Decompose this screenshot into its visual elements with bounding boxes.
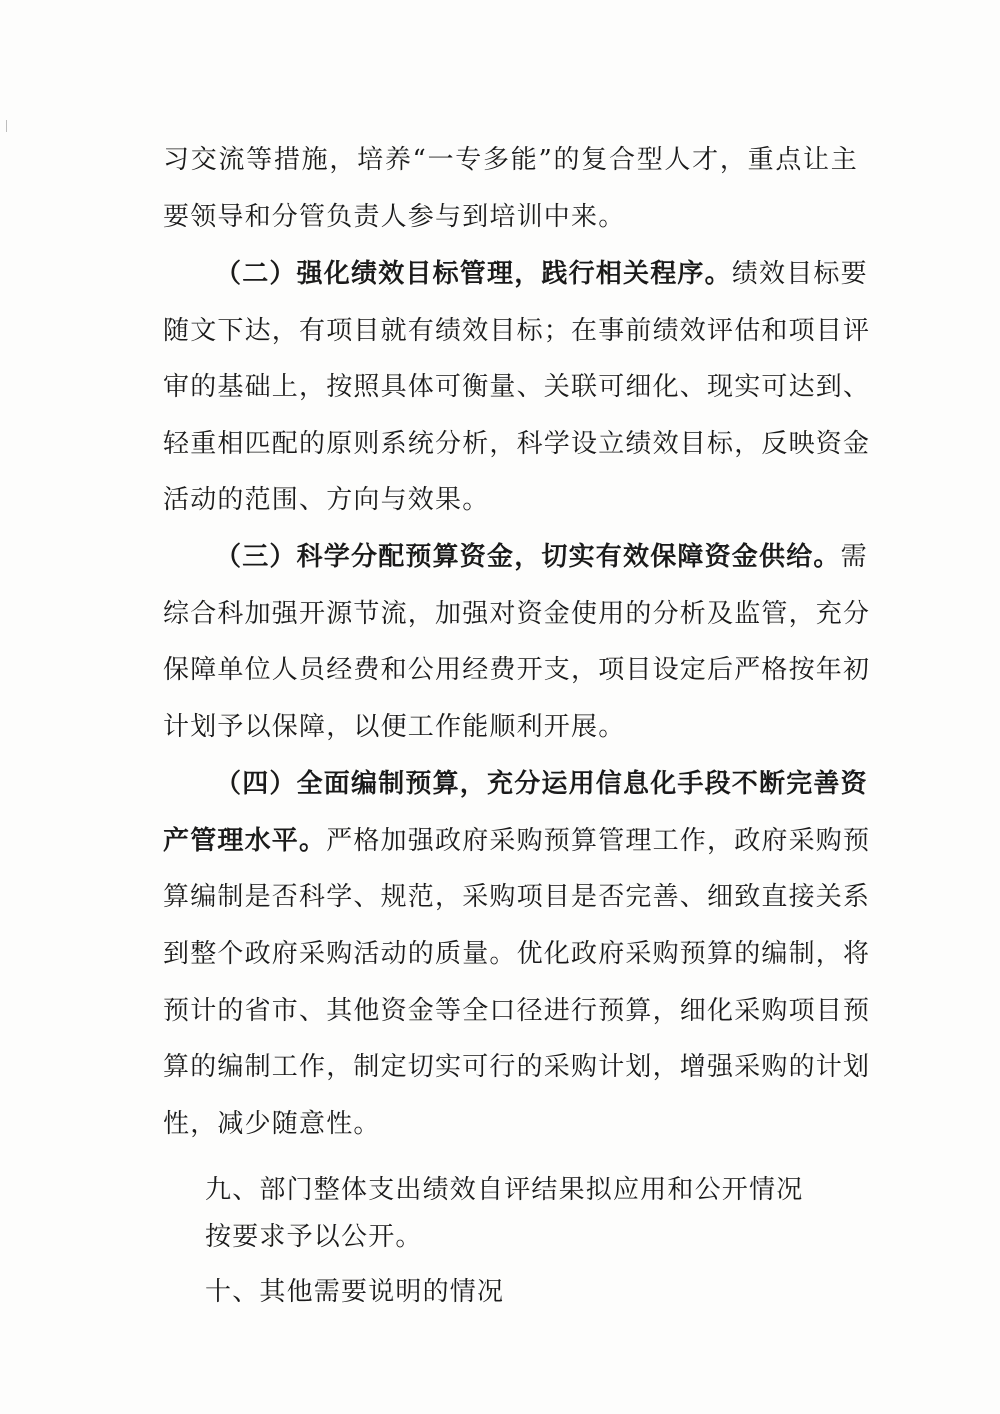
text-line: 要领导和分管负责人参与到培训中来。	[163, 202, 626, 232]
paragraph-4-heading-end: 产管理水平。	[163, 826, 327, 856]
paragraph-3-first-line	[215, 537, 868, 577]
section-9-text: 按要求予以公开。	[205, 1222, 423, 1252]
paragraph-3-text: 需	[840, 542, 868, 572]
paragraph-3-heading: （三）科学分配预算资金，切实有效保障资金供给。	[215, 542, 841, 572]
paragraph-4-second-line	[163, 821, 871, 861]
paragraph-2-text: 绩效目标要	[731, 259, 868, 289]
paragraph-4-heading: （四）全面编制预算，充分运用信息化手段不断完善资	[215, 769, 868, 799]
paragraph-2-heading: （二）强化绩效目标管理，践行相关程序。	[215, 259, 732, 289]
text-line: 轻重相匹配的原则系统分析，科学设立绩效目标，反映资金	[163, 429, 871, 459]
section-9-heading: 九、部门整体支出绩效自评结果拟应用和公开情况	[205, 1175, 804, 1205]
text-line: 到整个政府采购活动的质量。优化政府采购预算的编制，将	[163, 939, 871, 969]
text-line: 算的编制工作，制定切实可行的采购计划，增强采购的计划	[163, 1052, 871, 1082]
text-line: 算编制是否科学、规范，采购项目是否完善、细致直接关系	[163, 882, 871, 912]
text-line: 随文下达，有项目就有绩效目标；在事前绩效评估和项目评	[163, 316, 871, 346]
text-line: 习交流等措施，培养“一专多能”的复合型人才，重点让主	[163, 145, 858, 175]
text-line: 计划予以保障，以便工作能顺利开展。	[163, 712, 626, 742]
section-10-heading: 十、其他需要说明的情况	[205, 1277, 505, 1307]
text-line: 预计的省市、其他资金等全口径进行预算，细化采购项目预	[163, 996, 871, 1026]
text-line: 审的基础上，按照具体可衡量、关联可细化、现实可达到、	[163, 372, 871, 402]
text-line: 综合科加强开源节流，加强对资金使用的分析及监管，充分	[163, 599, 871, 629]
paragraph-4-text: 严格加强政府采购预算管理工作，政府采购预	[326, 826, 871, 856]
paragraph-2-first-line	[215, 254, 868, 294]
margin-mark	[6, 120, 7, 132]
text-line: 性，减少随意性。	[163, 1109, 381, 1139]
text-line: 活动的范围、方向与效果。	[163, 485, 490, 515]
text-line: 保障单位人员经费和公用经费开支，项目设定后严格按年初	[163, 655, 871, 685]
